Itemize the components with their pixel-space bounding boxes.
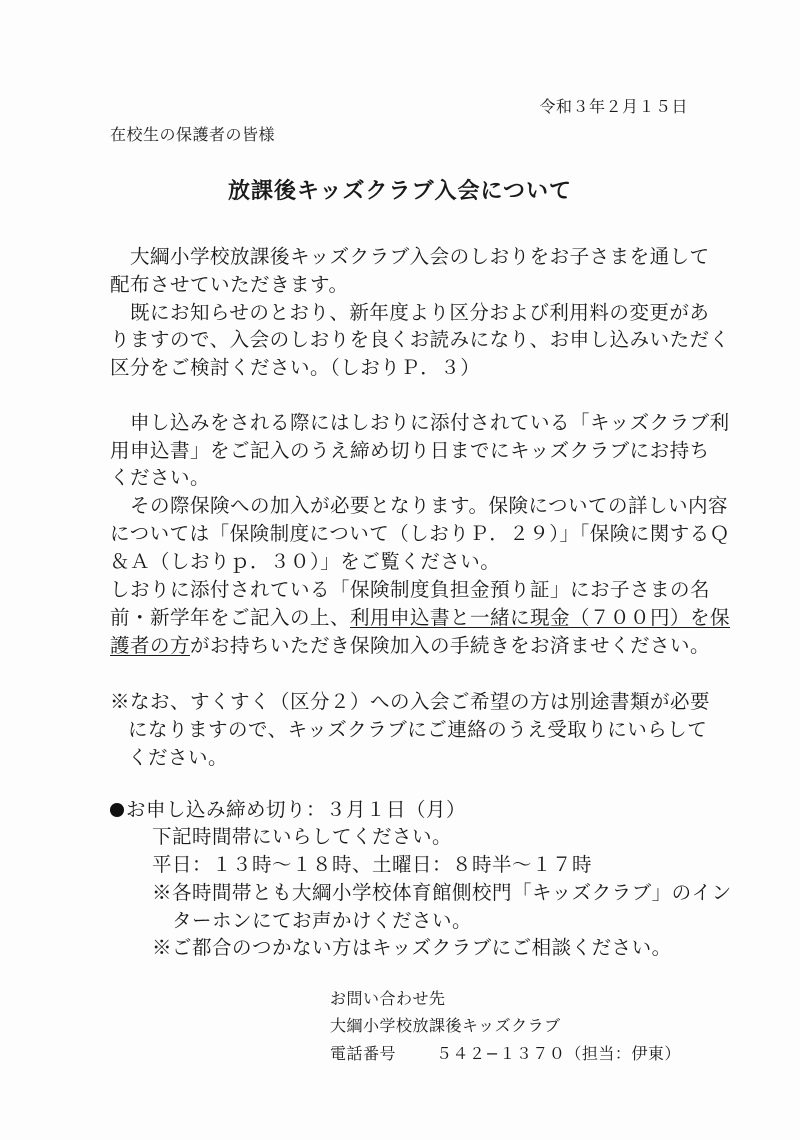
note-line: ※なお、すくすく（区分２）への入会ご希望の方は別途書類が必要 <box>110 690 711 713</box>
phone-number: ５４２−１３７０（担当：伊東） <box>436 1044 681 1063</box>
contact-heading: お問い合わせ先 <box>330 989 446 1008</box>
underlined-text: 護者の方 <box>110 634 191 657</box>
deadline-detail: ※各時間帯とも大綱小学校体育館側校門「キッズクラブ」のイン <box>152 881 732 904</box>
deadline-detail: 下記時間帯にいらしてください。 <box>152 825 453 848</box>
note-line: ください。 <box>128 746 229 769</box>
deadline-detail: 平日：１３時〜１８時、土曜日：８時半〜１７時 <box>152 853 593 876</box>
body-line <box>110 605 730 631</box>
deadline-detail: ターホンにてお声かけください。 <box>172 909 473 932</box>
body-line: 既にお知らせのとおり、新年度より区分および利用料の変更があ <box>110 301 710 324</box>
body-line: りますので、入会のしおりを良くお読みになり、お申し込みいただく <box>110 328 730 351</box>
bullet-icon <box>110 803 124 817</box>
body-text: がお持ちいただき保険加入の手続きをお済ませください。 <box>190 634 711 657</box>
contact-phone-line <box>330 1041 681 1067</box>
body-line: については「保険制度について（しおりＰ．２９）」「保険に関するＱ <box>110 522 730 545</box>
body-line <box>110 633 710 659</box>
body-line: 用申込書」をご記入のうえ締め切り日までにキッズクラブにお持ち <box>110 439 710 462</box>
phone-label: 電話番号 <box>330 1044 397 1063</box>
body-line: ＆Ａ（しおりｐ．３０）」をご覧ください。 <box>110 550 501 573</box>
body-text: 前・新学年をご記入の上、 <box>110 606 351 629</box>
body-line: ください。 <box>110 466 211 489</box>
body-line: 申し込みをされる際にはしおりに添付されている「キッズクラブ利 <box>110 411 730 434</box>
document-title: 放課後キッズクラブ入会について <box>227 178 573 204</box>
deadline-detail: ※ご都合のつかない方はキッズクラブにご相談ください。 <box>152 936 672 959</box>
document-date: 令和３年２月１５日 <box>539 97 688 116</box>
note-line: になりますので、キッズクラブにご連絡のうえ受取りにいらして <box>128 718 708 741</box>
contact-organization: 大綱小学校放課後キッズクラブ <box>330 1016 561 1035</box>
underlined-text: 利用申込書と一緒に現金（７００円）を保 <box>350 606 731 629</box>
deadline-label: お申し込み締め切り：３月１日（月） <box>126 798 467 821</box>
recipient-line: 在校生の保護者の皆様 <box>110 125 276 144</box>
body-line: 大綱小学校放課後キッズクラブ入会のしおりをお子さまを通して <box>110 245 710 268</box>
body-line: 区分をご検討ください。（しおりＰ．３） <box>110 356 481 379</box>
body-line: しおりに添付されている「保険制度負担金預り証」にお子さまの名 <box>110 578 711 601</box>
body-line: 配布させていただきます。 <box>110 273 349 296</box>
body-line: その際保険への加入が必要となります。保険についての詳しい内容 <box>110 494 729 517</box>
deadline-line <box>110 797 466 823</box>
